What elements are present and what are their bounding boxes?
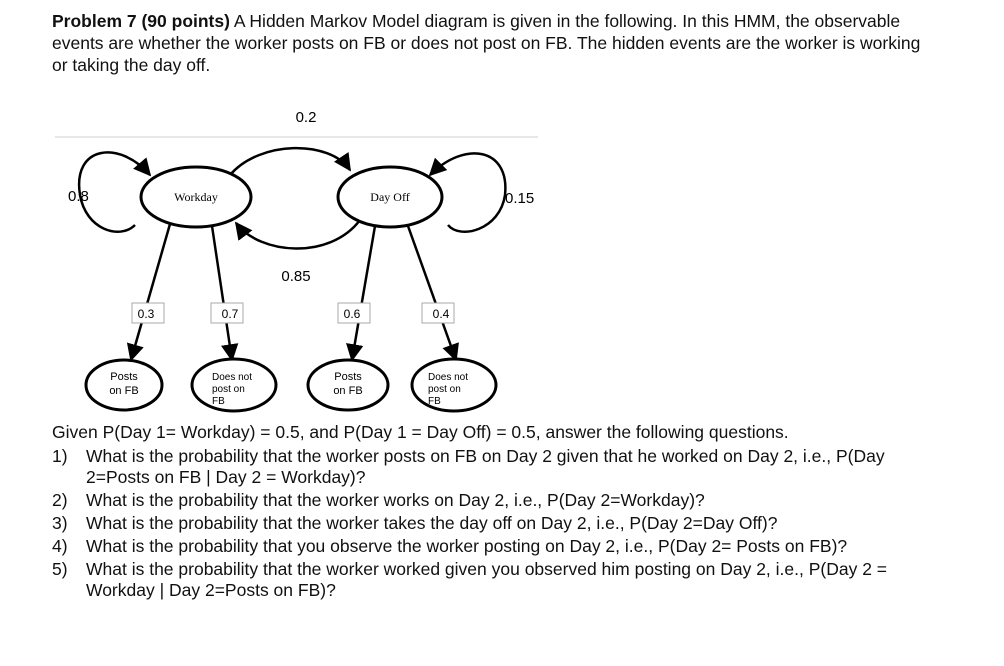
prob-dayoff-notpost: 0.4	[432, 307, 450, 321]
question-item	[52, 536, 912, 557]
obs-notpost2-line3: FB	[428, 396, 441, 407]
obs-notpost-line1: Does not	[212, 372, 253, 383]
obs-posts-line2: on FB	[109, 385, 139, 397]
problem-statement	[52, 10, 932, 76]
emission-arrow-workday-posts	[131, 224, 170, 360]
emission-arrow-dayoff-notpost	[408, 226, 456, 360]
question-number: 2)	[52, 490, 68, 510]
question-number: 3)	[52, 513, 68, 533]
question-text: What is the probability that you observe the worker posting on Day 2, i.e., P(Day 2= Posts on FB)?	[86, 536, 848, 556]
problem-heading: Problem 7 (90 points)	[52, 11, 230, 31]
workday-to-dayoff-arc	[230, 148, 350, 175]
prob-workday-to-dayoff: 0.2	[295, 109, 317, 126]
hmm-diagram	[0, 100, 600, 420]
given-statement: Given P(Day 1= Workday) = 0.5, and P(Day 1 = Day Off) = 0.5, answer the following questions.	[52, 422, 789, 442]
problem-intro: A Hidden Markov Model diagram is given in the following. In this HMM, the observable events are whether the worker posts on FB or does not post on FB. The hidden events are the worker is working or taking the day off.	[52, 11, 921, 75]
obs-posts2-line2: on FB	[333, 385, 363, 397]
emission-arrow-workday-notpost	[212, 226, 232, 360]
question-item	[52, 490, 912, 511]
prob-workday-notpost: 0.7	[221, 307, 239, 321]
question-item	[52, 513, 912, 534]
question-number: 1)	[52, 446, 68, 466]
prob-dayoff-posts: 0.6	[343, 307, 361, 321]
prob-dayoff-self: 0.15	[505, 190, 535, 207]
question-item	[52, 559, 912, 601]
question-text: What is the probability that the worker posts on FB on Day 2 given that he worked on Day 2, i.e., P(Day 2=Posts on FB | Day 2 = Workday)?	[86, 446, 885, 487]
dayoff-label: Day Off	[370, 190, 410, 204]
obs-posts-line1: Posts	[110, 371, 138, 383]
question-text: What is the probability that the worker works on Day 2, i.e., P(Day 2=Workday)?	[86, 490, 705, 510]
obs-notpost2-line1: Does not	[428, 372, 469, 383]
obs-notpost-line3: FB	[212, 396, 225, 407]
obs-posts2-line1: Posts	[334, 371, 362, 383]
prob-dayoff-to-workday: 0.85	[281, 268, 311, 285]
question-text: What is the probability that the worker worked given you observed him posting on Day 2, i.e., P(Day 2 = Workday | Day 2=Posts on FB)?	[86, 559, 888, 600]
question-number: 5)	[52, 559, 68, 579]
emission-arrow-dayoff-posts	[352, 226, 375, 360]
question-number: 4)	[52, 536, 68, 556]
question-text: What is the probability that the worker takes the day off on Day 2, i.e., P(Day 2=Day Off)?	[86, 513, 778, 533]
workday-label: Workday	[174, 190, 218, 204]
obs-notpost2-line2: post on	[428, 384, 461, 395]
question-item	[52, 446, 912, 488]
prob-workday-self: 0.8	[68, 188, 89, 205]
question-list	[52, 446, 912, 603]
workday-self-loop	[79, 152, 150, 231]
obs-notpost-line2: post on	[212, 384, 245, 395]
prob-workday-posts: 0.3	[137, 307, 155, 321]
dayoff-to-workday-arc	[236, 220, 360, 249]
